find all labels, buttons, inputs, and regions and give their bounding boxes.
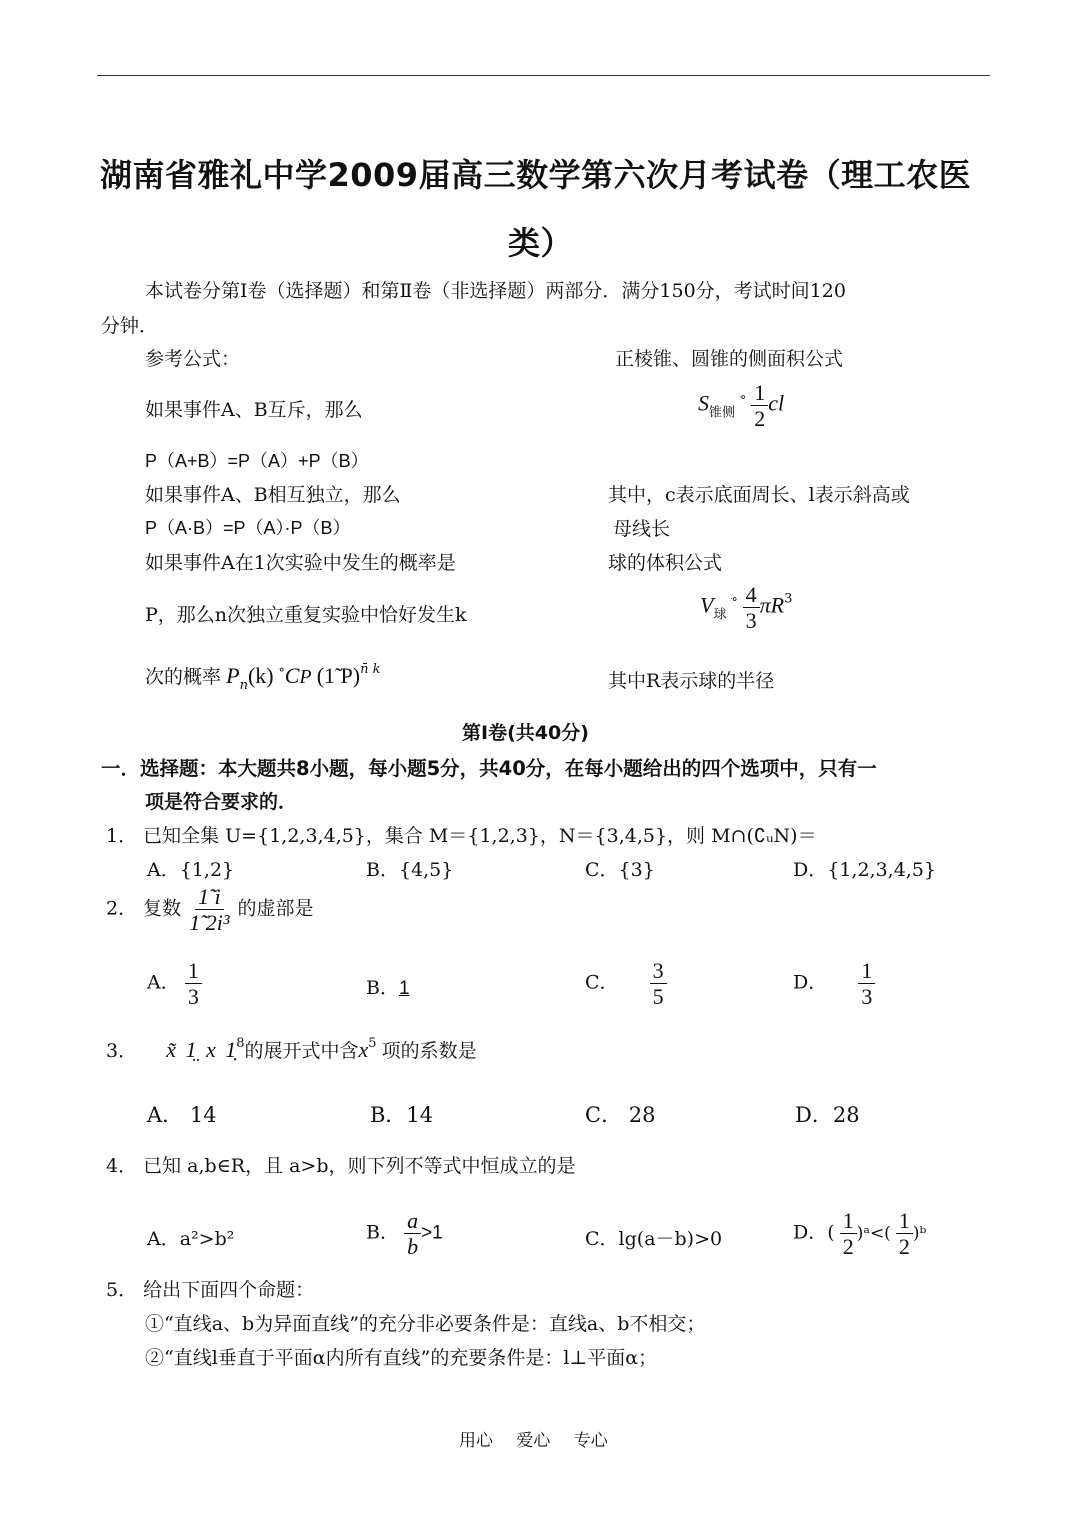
q2-c-num: 3 bbox=[650, 958, 667, 984]
q4-b-num: a bbox=[404, 1208, 421, 1234]
q3-option-a: A． 14 bbox=[147, 1103, 217, 1127]
intro-line2: 分钟． bbox=[101, 315, 159, 337]
q2-a-num: 1 bbox=[185, 958, 202, 984]
q3-tail2: 项的系数是 bbox=[381, 1040, 477, 1062]
sphere-note: 其中R表示球的半径 bbox=[608, 670, 775, 692]
q2-c-fraction bbox=[650, 958, 667, 1010]
q4-d-num2: 1 bbox=[896, 1208, 913, 1234]
q2-option-c bbox=[585, 958, 667, 1010]
q3-exponent: 8 bbox=[236, 1036, 245, 1051]
mutex-condition: 如果事件A、B互斥，那么 bbox=[145, 399, 363, 421]
exam-title-line2: 类） bbox=[508, 224, 574, 262]
binom-exponent: n̄ k bbox=[360, 662, 381, 677]
q4-d-fraction-1 bbox=[840, 1208, 857, 1260]
q4-b-fraction bbox=[404, 1208, 421, 1260]
cone-area-title: 正棱锥、圆锥的侧面积公式 bbox=[615, 348, 844, 370]
q2-d-num: 1 bbox=[858, 958, 875, 984]
sphere-V: V bbox=[700, 592, 714, 618]
multiplication-rule: P（A·B）=P（A）·P（B） bbox=[145, 518, 351, 538]
q2-c-den: 5 bbox=[652, 984, 664, 1010]
equals-glyph-2: ׂ° bbox=[731, 595, 738, 610]
ref-formula-label: 参考公式： bbox=[145, 348, 241, 370]
q1-option-b: B．{4,5} bbox=[366, 859, 454, 881]
binom-C: C bbox=[284, 663, 300, 688]
three-den: 3 bbox=[745, 608, 757, 634]
q4-d-fraction-2 bbox=[896, 1208, 913, 1260]
probability-line1: 如果事件A在1次实验中发生的概率是 bbox=[145, 552, 456, 574]
q4-option-d bbox=[793, 1208, 926, 1260]
q2-tail: 的虚部是 bbox=[237, 897, 314, 920]
four-thirds-fraction bbox=[743, 582, 760, 634]
q2-a-label: A． bbox=[147, 971, 180, 994]
q2-option-d bbox=[793, 958, 875, 1010]
q3-option-b: B．14 bbox=[370, 1103, 434, 1127]
independence-condition: 如果事件A、B相互独立，那么 bbox=[145, 484, 401, 506]
intro-line1: 本试卷分第Ⅰ卷（选择题）和第Ⅱ卷（非选择题）两部分．满分150分，考试时间120 bbox=[145, 280, 846, 302]
equals-glyph: ׂ° bbox=[740, 393, 747, 408]
q2-option-a bbox=[147, 958, 202, 1010]
cone-subscript: 锥侧 bbox=[709, 405, 736, 421]
q4-option-a: A．a²>b² bbox=[147, 1228, 235, 1250]
q2-frac-den: 1̃ 2i³ bbox=[189, 910, 230, 936]
q3-x-exponent: 5 bbox=[368, 1036, 377, 1051]
probability-line2: P，那么n次独立重复实验中恰好发生k bbox=[145, 604, 467, 626]
cone-cl: cl bbox=[768, 390, 785, 416]
page-footer: 用心 爱心 专心 bbox=[459, 1431, 608, 1451]
q1-option-d: D．{1,2,3,4,5} bbox=[793, 859, 937, 881]
sphere-volume-formula bbox=[700, 582, 792, 634]
cone-note-line2: 母线长 bbox=[613, 518, 671, 540]
q2-b-value: 1 bbox=[398, 978, 410, 999]
binom-k: (k) bbox=[247, 663, 274, 688]
q2-d-fraction bbox=[858, 958, 875, 1010]
cone-area-formula bbox=[698, 380, 784, 432]
q5-proposition-1: ①“直线a、b为异面直线”的充分非必要条件是：直线a、b不相交； bbox=[145, 1313, 706, 1335]
cube-exponent: 3 bbox=[784, 591, 793, 607]
q2-c-label: C． bbox=[585, 971, 619, 994]
q4-b-den: b bbox=[407, 1234, 419, 1260]
q4-d-den2: 2 bbox=[898, 1234, 910, 1260]
q2-d-den: 3 bbox=[861, 984, 873, 1010]
pi-R: πR bbox=[759, 592, 785, 618]
cone-S: S bbox=[698, 390, 709, 416]
q4-d-num1: 1 bbox=[840, 1208, 857, 1234]
half-fraction bbox=[751, 380, 768, 432]
q4-b-label: B． bbox=[366, 1221, 399, 1244]
part-title-line1: 一．选择题：本大题共8小题，每小题5分，共40分，在每小题给出的四个选项中，只有一 bbox=[101, 757, 877, 780]
q2-fraction bbox=[186, 884, 232, 936]
q2-number: 2． 复数 bbox=[106, 897, 182, 920]
half-num: 1 bbox=[751, 380, 768, 406]
q4-d-tail: )ᵇ bbox=[912, 1223, 927, 1244]
q2-a-den: 3 bbox=[187, 984, 199, 1010]
equals-glyph-3: ׂ° bbox=[278, 666, 285, 680]
q3-option-d: D．28 bbox=[795, 1103, 860, 1127]
binom-P2: P bbox=[299, 666, 312, 688]
half-den: 2 bbox=[754, 406, 766, 432]
q3-option-c: C． 28 bbox=[585, 1103, 656, 1127]
q2-b-label: B． bbox=[366, 977, 399, 999]
exam-title-line1: 湖南省雅礼中学2009届高三数学第六次月考试卷（理工农医 bbox=[100, 156, 972, 194]
binom-tail: (1̃ P) bbox=[316, 663, 361, 688]
q4-b-tail: >1 bbox=[421, 1222, 443, 1244]
binomial-probability-formula bbox=[145, 662, 380, 693]
q4-d-mid: )ᵃ<( bbox=[856, 1223, 891, 1244]
q4-d-label: D．( bbox=[793, 1221, 835, 1244]
q4-option-c: C．lg(a－b)>0 bbox=[585, 1228, 723, 1250]
question-2-stem bbox=[106, 884, 314, 936]
q4-option-b bbox=[366, 1208, 443, 1260]
q5-proposition-2: ②“直线l垂直于平面α内所有直线”的充要条件是：l⊥平面α； bbox=[145, 1347, 658, 1369]
q3-expression: x̃ 1̤ x 1̣ bbox=[166, 1037, 237, 1062]
binom-P: P bbox=[226, 663, 240, 688]
part-title-line2: 项是符合要求的． bbox=[145, 791, 298, 813]
four-num: 4 bbox=[743, 582, 760, 608]
q3-number: 3． bbox=[106, 1040, 138, 1062]
q2-option-b bbox=[366, 973, 410, 1000]
binom-n: n bbox=[239, 678, 248, 693]
q1-option-a: A．{1,2} bbox=[147, 859, 235, 881]
sphere-volume-title: 球的体积公式 bbox=[608, 552, 723, 574]
q2-a-fraction bbox=[185, 958, 202, 1010]
q4-d-den1: 2 bbox=[842, 1234, 854, 1260]
q3-x: x bbox=[358, 1037, 369, 1062]
q1-option-c: C．{3} bbox=[585, 859, 655, 881]
question-4-stem: 4． 已知 a,b∈R，且 a>b，则下列不等式中恒成立的是 bbox=[106, 1155, 576, 1177]
header-rule bbox=[97, 75, 990, 76]
question-5-stem: 5． 给出下面四个命题： bbox=[106, 1279, 315, 1301]
cone-note-line1: 其中，c表示底面周长、l表示斜高或 bbox=[608, 484, 910, 506]
q2-frac-num: 1̃ i bbox=[195, 884, 224, 910]
question-1-stem: 1． 已知全集 U={1,2,3,4,5}，集合 M＝{1,2,3}，N＝{3,4,5}，则 M∩(∁ᵤN)＝ bbox=[106, 825, 817, 847]
probability-line3: 次的概率 bbox=[145, 666, 222, 688]
section-heading: 第Ⅰ卷(共40分) bbox=[462, 722, 589, 744]
sphere-subscript: 球 bbox=[713, 607, 727, 623]
q3-tail: 的展开式中含 bbox=[244, 1040, 359, 1062]
question-3-stem bbox=[106, 1036, 477, 1063]
addition-rule: P（A+B）=P（A）+P（B） bbox=[145, 451, 369, 471]
q2-d-label: D． bbox=[793, 971, 828, 994]
